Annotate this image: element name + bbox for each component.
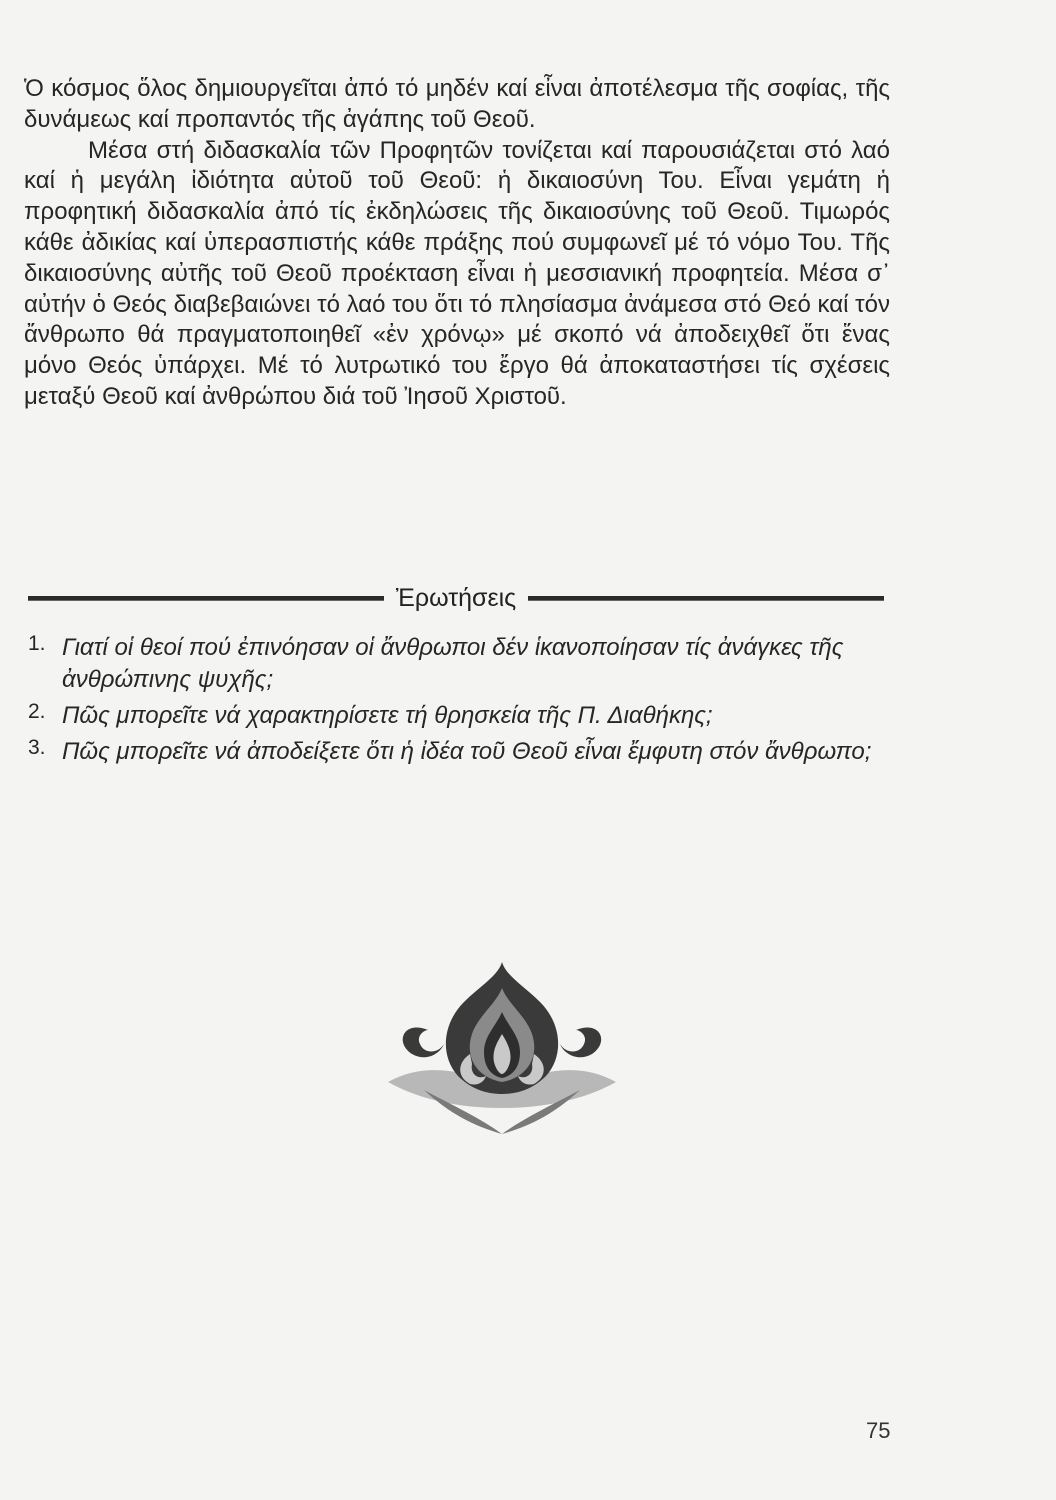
question-item bbox=[28, 700, 890, 732]
question-number: 1. bbox=[28, 632, 46, 655]
questions-heading bbox=[28, 578, 884, 618]
paragraph-2: Μέσα στή διδασκαλία τῶν Προφητῶν τονίζεται καί παρουσιάζεται στό λαό καί ἡ μεγάλη ἰδιότητα αὐτοῦ τοῦ Θεοῦ: ἡ δικαιοσύνη Του. Εἶναι γεμάτη ἡ προφητική διδασκαλία ἀπό τίς ἐκδηλώσεις τῆς δικαιοσύνης τοῦ Θεοῦ. Τιμωρός κάθε ἀδικίας καί ὑπερασπιστής κάθε πράξης πού συμφωνεῖ μέ τό νόμο Του. Τῆς δικαιοσύνης αὐτῆς τοῦ Θεοῦ προέκταση εἶναι ἡ μεσσιανική προφητεία. Μέσα σ᾽ αὐτήν ὁ Θεός διαβεβαιώνει τό λαό του ὅτι τό πλησίασμα ἀνάμεσα στό Θεό καί τόν ἄνθρωπο θά πραγματοποιηθεῖ «ἐν χρόνῳ» μέ σκοπό νά ἀποδειχθεῖ ὅτι ἕνας μόνο Θεός ὑπάρχει. Μέ τό λυτρωτικό του ἔργο θά ἀποκαταστήσει τίς σχέσεις μεταξύ Θεοῦ καί ἀνθρώπου διά τοῦ Ἰησοῦ Χριστοῦ. bbox=[24, 136, 890, 410]
question-item bbox=[28, 632, 890, 696]
questions-heading-text: Ἐρωτήσεις bbox=[395, 583, 517, 612]
heading-rule-left bbox=[28, 596, 384, 601]
page-number: 75 bbox=[866, 1418, 891, 1443]
questions-list bbox=[28, 632, 890, 772]
question-number: 2. bbox=[28, 700, 46, 723]
question-number: 3. bbox=[28, 736, 46, 759]
question-text: Πῶς μπορεῖτε νά χαρακτηρίσετε τή θρησκεία τῆς Π. Διαθήκης; bbox=[62, 702, 713, 729]
question-item bbox=[28, 736, 890, 768]
lotus-ornament-icon bbox=[384, 958, 620, 1138]
body-text bbox=[24, 74, 890, 413]
heading-rule-right bbox=[528, 596, 884, 601]
paragraph-1: Ὁ κόσμος ὅλος δημιουργεῖται ἀπό τό μηδέν καί εἶναι ἀποτέλεσμα τῆς σοφίας, τῆς δυνάμεως καί προπαντός τῆς ἀγάπης τοῦ Θεοῦ. bbox=[24, 75, 890, 133]
question-text: Πῶς μπορεῖτε νά ἀποδείξετε ὅτι ἡ ἰδέα τοῦ Θεοῦ εἶναι ἔμφυτη στόν ἄνθρωπο; bbox=[62, 738, 872, 765]
question-text: Γιατί οἱ θεοί πού ἐπινόησαν οἱ ἄνθρωποι δέν ἱκανοποίησαν τίς ἀνάγκες τῆς ἀνθρώπινης ψυχῆς; bbox=[62, 634, 844, 693]
